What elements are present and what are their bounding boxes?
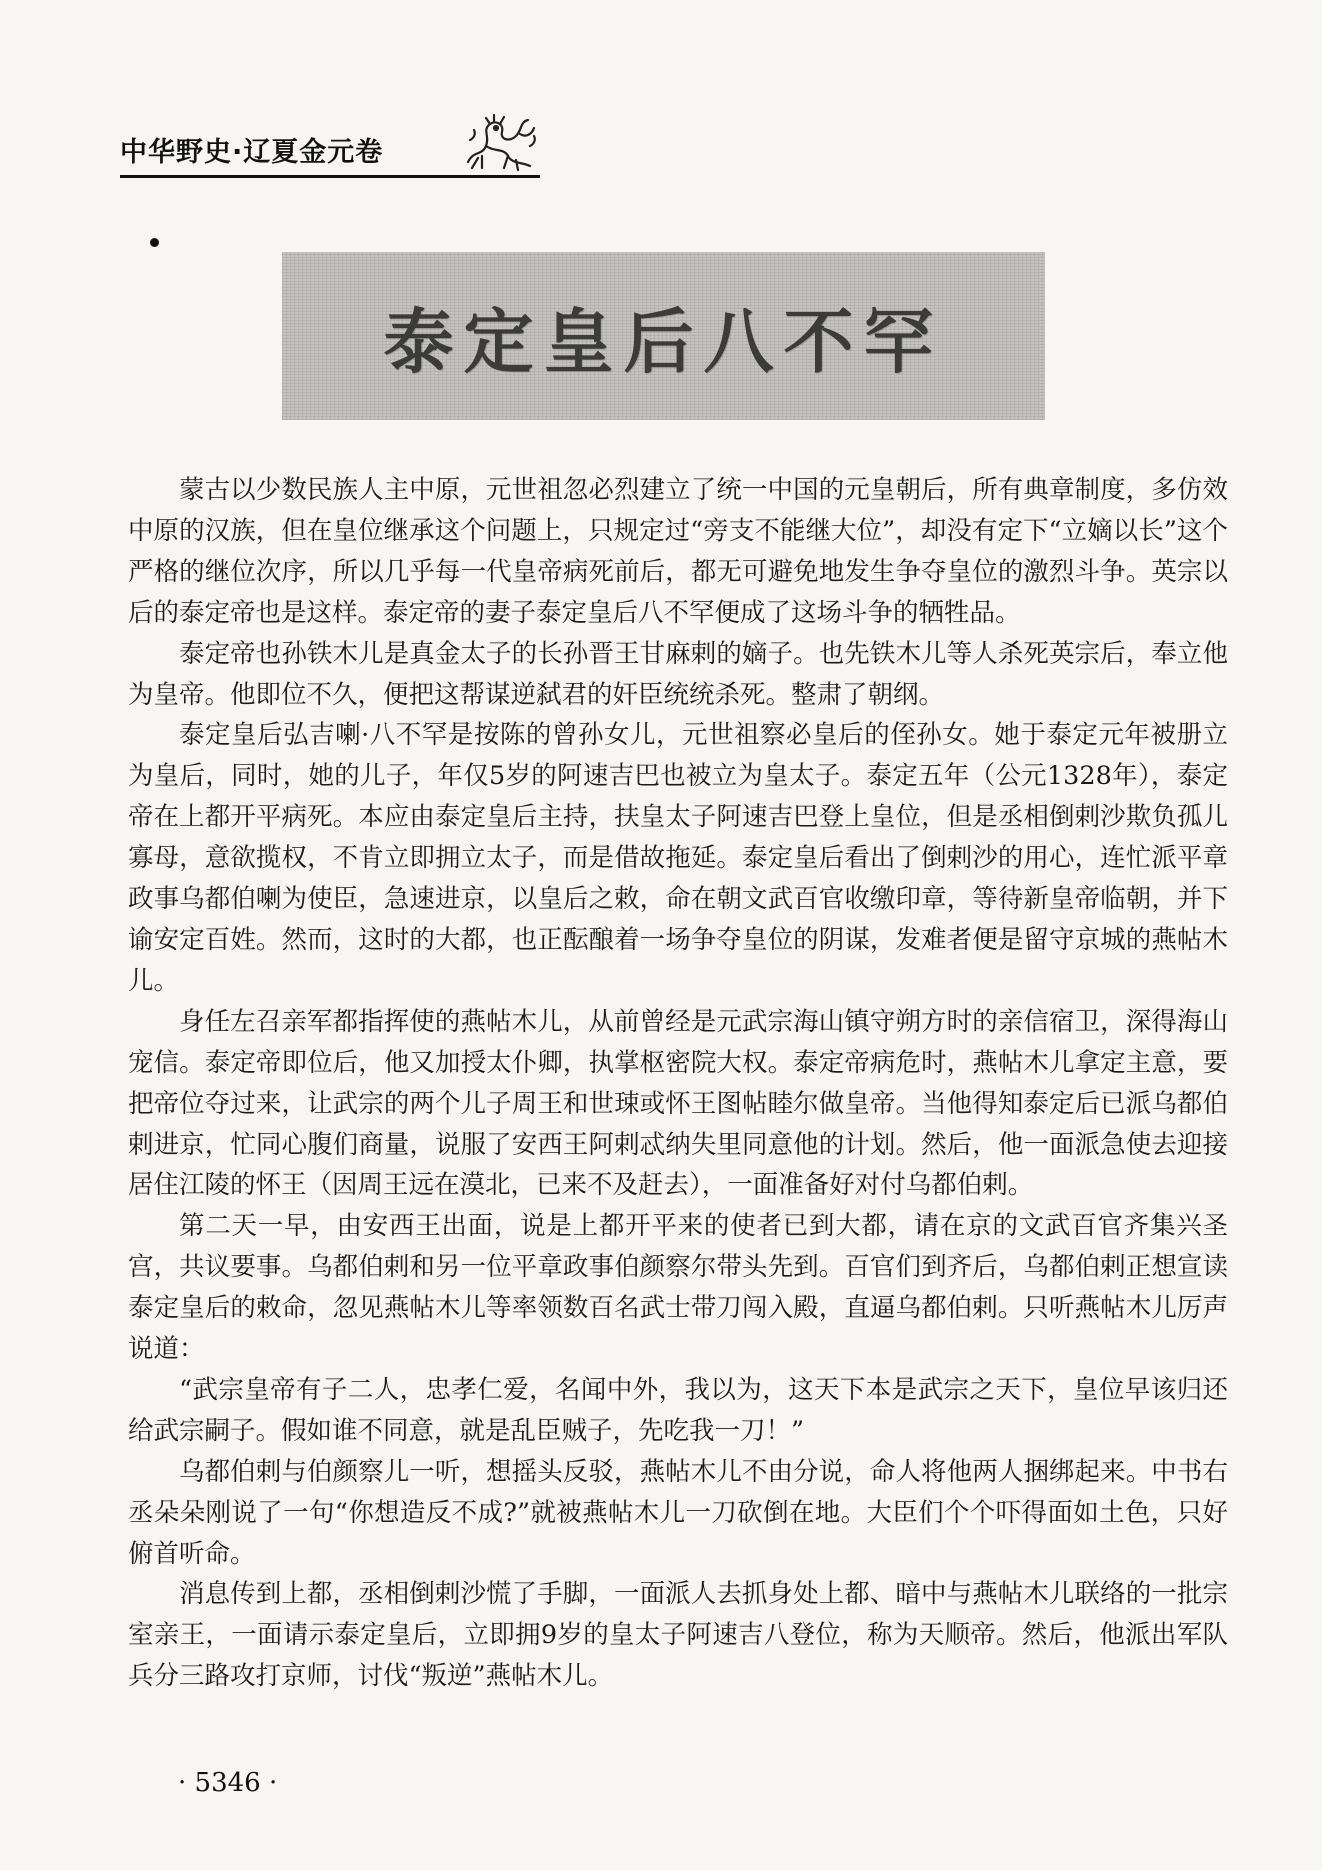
paragraph: 消息传到上都，丞相倒剌沙慌了手脚，一面派人去抓身处上都、暗中与燕帖木儿联络的一批宗室亲王，一面请示泰定皇后，立即拥9岁的皇太子阿速吉八登位，称为天顺帝。然后，他派出军队兵分三路攻打京师，讨伐“叛逆”燕帖木儿。	[128, 1579, 1228, 1692]
paragraph: “武宗皇帝有子二人，忠孝仁爱，名闻中外，我以为，这天下本是武宗之天下，皇位早该归还给武宗嗣子。假如谁不同意，就是乱臣贼子，先吃我一刀！”	[128, 1374, 1228, 1446]
series-title: 中华野史·辽夏金元卷	[120, 137, 384, 168]
page-number: · 5346 ·	[178, 1768, 278, 1798]
paragraph: 乌都伯剌与伯颜察儿一听，想摇头反驳，燕帖木儿不由分说，命人将他两人捆绑起来。中书右丞朵朵刚说了一句“你想造反不成?”就被燕帖木儿一刀砍倒在地。大臣们个个吓得面如土色，只好俯首听命。	[128, 1456, 1228, 1569]
article-body	[128, 470, 1228, 1697]
paragraph: 第二天一早，由安西王出面，说是上都开平来的使者已到大都，请在京的文武百官齐集兴圣宫，共议要事。乌都伯剌和另一位平章政事伯颜察尔带头先到。百官们到齐后，乌都伯剌正想宣读泰定皇后的敕命，忽见燕帖木儿等率领数百名武士带刀闯入殿，直逼乌都伯剌。只听燕帖木儿厉声说道：	[128, 1211, 1228, 1365]
paragraph: 蒙古以少数民族人主中原，元世祖忽必烈建立了统一中国的元皇朝后，所有典章制度，多仿效中原的汉族，但在皇位继承这个问题上，只规定过“旁支不能继大位”，却没有定下“立嫡以长”这个严格的继位次序，所以几乎每一代皇帝病死前后，都无可避免地发生争夺皇位的激烈斗争。英宗以后的泰定帝也是这样。泰定帝的妻子泰定皇后八不罕便成了这场斗争的牺牲品。	[128, 475, 1228, 628]
header-rule	[120, 175, 540, 178]
bullet-dot	[150, 238, 159, 247]
paragraph: 身任左召亲军都指挥使的燕帖木儿，从前曾经是元武宗海山镇守朔方时的亲信宿卫，深得海山宠信。泰定帝即位后，他又加授太仆卿，执掌枢密院大权。泰定帝病危时，燕帖木儿拿定主意，要把帝位夺过来，让武宗的两个儿子周王和世㻋或怀王图帖睦尔做皇帝。当他得知泰定后已派乌都伯剌进京，忙同心腹们商量，说服了安西王阿剌忒纳失里同意他的计划。然后，他一面派急使去迎接居住江陵的怀王（因周王远在漠北，已来不及赶去），一面准备好对付乌都伯剌。	[128, 1006, 1228, 1201]
paragraph: 泰定皇后弘吉喇·八不罕是按陈的曾孙女儿，元世祖察必皇后的侄孙女。她于泰定元年被册立为皇后，同时，她的儿子，年仅5岁的阿速吉巴也被立为皇太子。泰定五年（公元1328年），泰定帝在上都开平病死。本应由泰定皇后主持，扶皇太子阿速吉巴登上皇位，但是丞相倒剌沙欺负孤儿寡母，意欲揽权，不肯立即拥立太子，而是借故拖延。泰定皇后看出了倒剌沙的用心，连忙派平章政事乌都伯喇为使臣，急速进京，以皇后之敕，命在朝文武百官收缴印章，等待新皇帝临朝，并下谕安定百姓。然而，这时的大都，也正酝酿着一场争夺皇位的阴谋，发难者便是留守京城的燕帖木儿。	[128, 720, 1228, 996]
dragon-ornament-icon	[460, 112, 540, 174]
paragraph: 泰定帝也孙铁木儿是真金太子的长孙晋王甘麻剌的嫡子。也先铁木儿等人杀死英宗后，奉立他为皇帝。他即位不久，便把这帮谋逆弑君的奸臣统统杀死。整肃了朝纲。	[128, 638, 1228, 710]
article-title: 泰定皇后八不罕	[383, 299, 944, 383]
article-title-banner	[282, 252, 1045, 420]
